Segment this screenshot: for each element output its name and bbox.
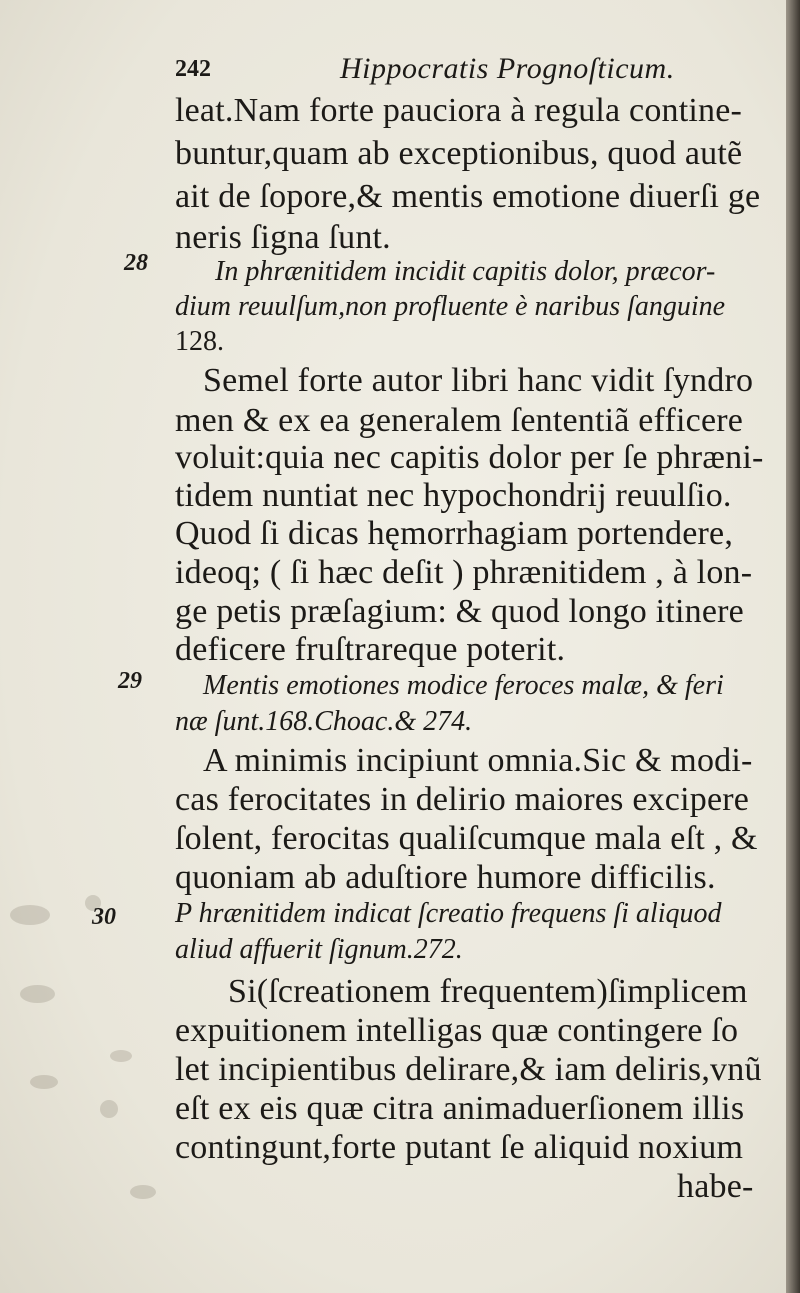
text-line: leat.Nam forte pauciora à regula contine- (175, 92, 743, 129)
foxing-stain (20, 985, 55, 1003)
text-line: buntur,quam ab exceptionibus, quod autẽ (175, 135, 743, 172)
text-line: voluit:quia nec capitis dolor per ſe phræni- (175, 439, 764, 476)
aphorism-line: In phrænitidem incidit capitis dolor, præcor- (215, 256, 716, 287)
foxing-stain (130, 1185, 156, 1199)
foxing-stain (10, 905, 50, 925)
catchword: habe- (677, 1168, 754, 1205)
text-line: ſolent, ferocitas qualiſcumque mala eſt , & (175, 820, 758, 857)
text-line: eſt ex eis quæ citra animaduerſionem illis (175, 1090, 745, 1127)
page-number: 242 (175, 56, 211, 82)
text-line: quoniam ab aduſtiore humore difficilis. (175, 859, 716, 896)
foxing-stain (100, 1100, 118, 1118)
text-line: tidem nuntiat nec hypochondrij reuulſio. (175, 477, 732, 514)
aphorism-line: P hrænitidem indicat ſcreatio frequens ſi aliquod (175, 898, 722, 929)
margin-number-30: 30 (92, 904, 116, 930)
text-line: Quod ſi dicas hęmorrhagiam portendere, (175, 515, 734, 552)
text-line: ait de ſopore,& mentis emotione diuerſi ge (175, 178, 761, 215)
text-line: neris ſigna ſunt. (175, 219, 391, 256)
aphorism-line: aliud affuerit ſignum.272. (175, 934, 463, 965)
text-line: A minimis incipiunt omnia.Sic & modi- (203, 742, 753, 779)
text-line: contingunt,forte putant ſe aliquid noxium (175, 1129, 744, 1166)
foxing-stain (110, 1050, 132, 1062)
aphorism-line: næ ſunt.168.Choac.& 274. (175, 706, 473, 737)
text-line: ge petis præſagium: & quod longo itinere (175, 593, 744, 630)
text-line: let incipientibus delirare,& iam deliris,vnũ (175, 1051, 762, 1088)
page-edge-shadow (786, 0, 800, 1293)
margin-number-28: 28 (124, 250, 148, 276)
text-line: ideoq; ( ſi hæc deſit ) phrænitidem , à lon- (175, 554, 753, 591)
foxing-stain (30, 1075, 58, 1089)
aphorism-line: Mentis emotiones modice feroces malæ, & feri (203, 670, 724, 701)
text-line: expuitionem intelligas quæ contingere ſo (175, 1012, 739, 1049)
text-line: cas ferocitates in delirio maiores excipere (175, 781, 750, 818)
text-line: deficere fruſtrareque poterit. (175, 631, 566, 668)
aphorism-line: 128. (175, 326, 224, 357)
running-title: Hippocratis Prognoſticum. (340, 52, 675, 85)
text-line: men & ex ea generalem ſententiã efficere (175, 402, 744, 439)
text-line: Si(ſcreationem frequentem)ſimplicem (228, 973, 748, 1010)
margin-number-29: 29 (118, 668, 142, 694)
aphorism-line: dium reuulſum,non profluente è naribus ſanguine (175, 291, 726, 322)
text-line: Semel forte autor libri hanc vidit ſyndro (203, 362, 754, 399)
